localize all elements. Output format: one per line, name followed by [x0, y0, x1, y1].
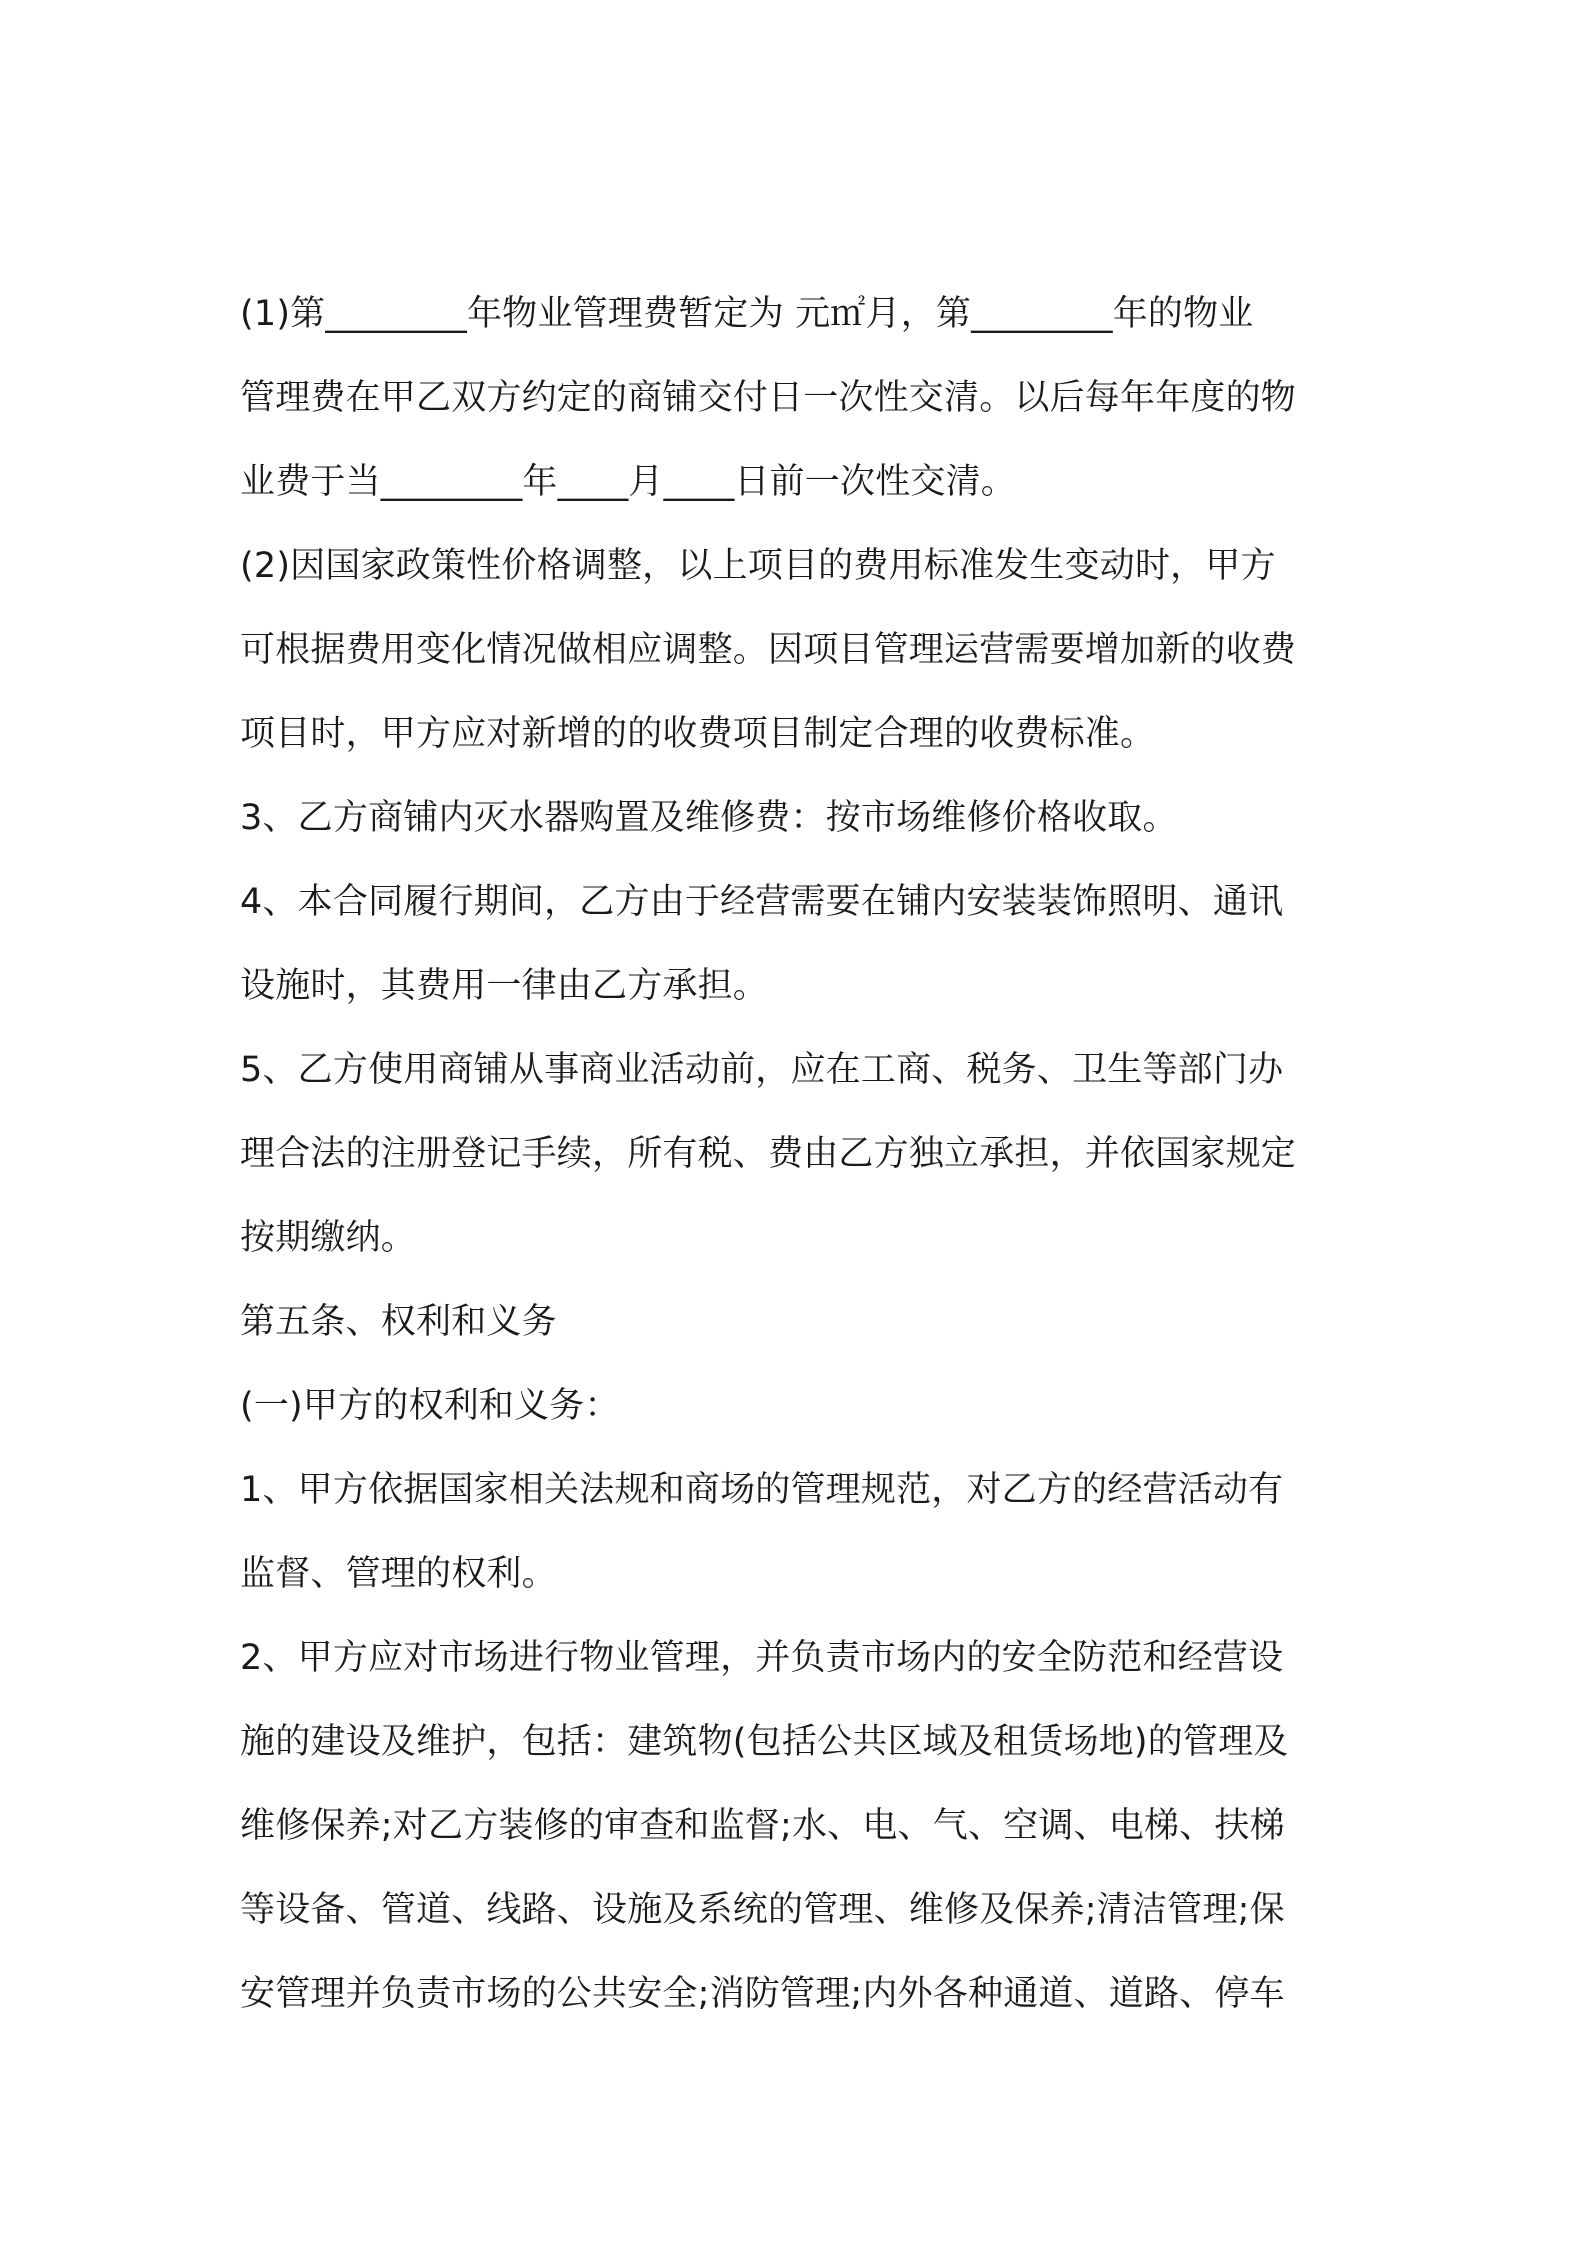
text-line: 2、甲方应对市场进行物业管理，并负责市场内的安全防范和经营设 — [240, 1638, 1284, 1678]
text-line: 1、甲方依据国家相关法规和商场的管理规范，对乙方的经营活动有 — [240, 1470, 1284, 1510]
text-line: 维修保养;对乙方装修的审查和监督;水、电、气、空调、电梯、扶梯 — [240, 1806, 1285, 1846]
text-line: 按期缴纳。 — [240, 1218, 417, 1258]
subsection-heading: (一)甲方的权利和义务： — [240, 1386, 620, 1426]
text-line: 业费于当________年____月____日前一次性交清。 — [240, 462, 1017, 502]
text-line: 等设备、管道、线路、设施及系统的管理、维修及保养;清洁管理;保 — [240, 1890, 1285, 1930]
text-line: 管理费在甲乙双方约定的商铺交付日一次性交清。以后每年年度的物 — [240, 378, 1297, 418]
text-line: 3、乙方商铺内灭水器购置及维修费：按市场维修价格收取。 — [240, 798, 1178, 838]
text-line: 4、本合同履行期间，乙方由于经营需要在铺内安装装饰照明、通讯 — [240, 882, 1284, 922]
text-line: (2)因国家政策性价格调整，以上项目的费用标准发生变动时，甲方 — [240, 546, 1276, 586]
text-line: 设施时，其费用一律由乙方承担。 — [240, 966, 769, 1006]
text-line: 监督、管理的权利。 — [240, 1554, 557, 1594]
section-heading: 第五条、权利和义务 — [240, 1302, 557, 1342]
text-line: 项目时，甲方应对新增的的收费项目制定合理的收费标准。 — [240, 714, 1156, 754]
text-line: (1)第________年物业管理费暂定为 元㎡月，第________年的物业 — [240, 294, 1254, 334]
text-line: 安管理并负责市场的公共安全;消防管理;内外各种通道、道路、停车 — [240, 1974, 1285, 2014]
document-page — [240, 272, 1360, 2036]
text-line: 5、乙方使用商铺从事商业活动前，应在工商、税务、卫生等部门办 — [240, 1050, 1284, 1090]
text-line: 施的建设及维护，包括：建筑物(包括公共区域及租赁场地)的管理及 — [240, 1722, 1289, 1762]
text-line: 理合法的注册登记手续，所有税、费由乙方独立承担，并依国家规定 — [240, 1134, 1297, 1174]
text-line: 可根据费用变化情况做相应调整。因项目管理运营需要增加新的收费 — [240, 630, 1297, 670]
